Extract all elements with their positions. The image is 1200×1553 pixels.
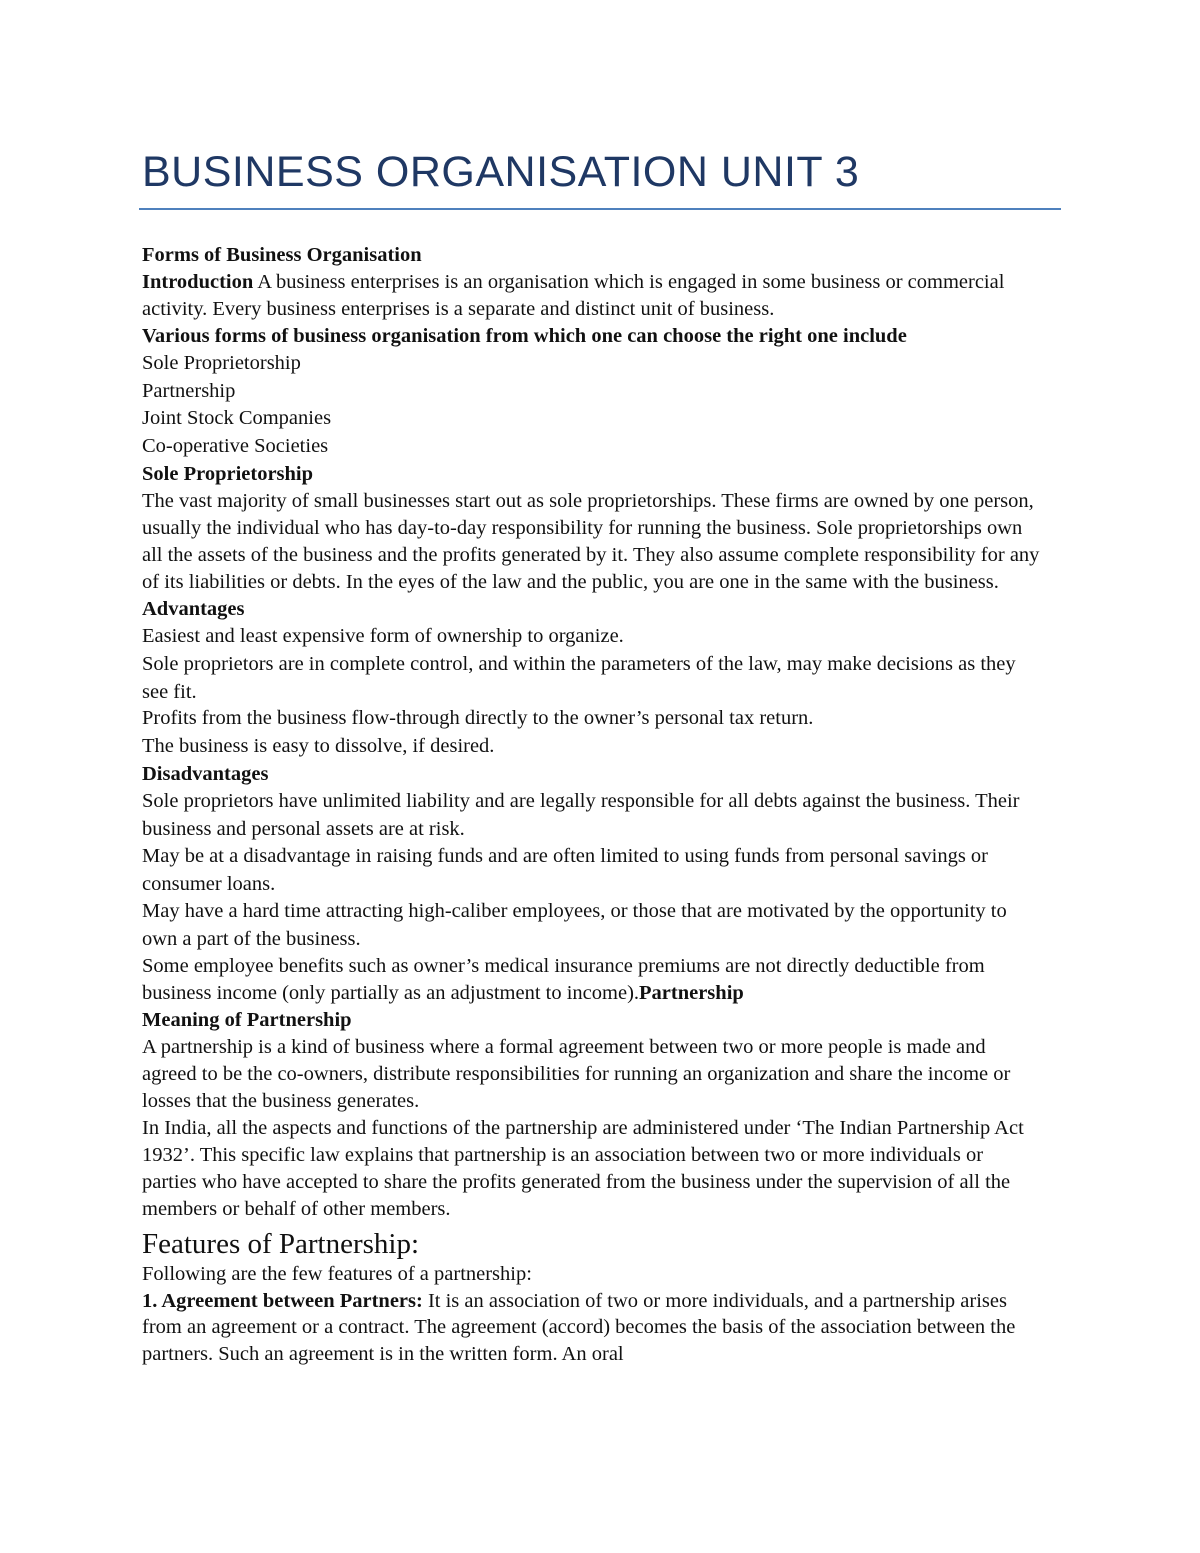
india-paragraph: In India, all the aspects and functions of the partnership are administered under ‘The Indian Partnership Act 1932’. This specific law explains that partnership is an association between two or more individuals or parties who have accepted to share the profits generated from the business under the supervision of all the members or behalf of other members.	[142, 1117, 1024, 1220]
title-underline	[139, 208, 1061, 210]
sole-proprietorship-paragraph: The vast majority of small businesses start out as sole proprietorships. These firms are owned by one person, usually the individual who has day-to-day responsibility for running the business. Sole proprietorships own all the assets of the business and the profits generated by it. They also assume complete responsibility for any of its liabilities or debts. In the eyes of the law and the public, you are one in the same with the business.	[142, 490, 1040, 593]
partnership-label: Partnership	[639, 982, 744, 1005]
list-item-text: Some employee benefits such as owner’s medical insurance premiums are not directly deductible from business income (only partially as an adjustment to income).	[142, 954, 985, 1005]
intro-paragraph	[142, 269, 1042, 323]
list-item-text: Partnership	[142, 379, 236, 402]
list-item-text: Joint Stock Companies	[142, 407, 332, 430]
list-item	[142, 733, 1042, 761]
intro-label: Introduction	[142, 270, 254, 293]
list-item-text: Sole proprietors are in complete control, and within the parameters of the law, may make decisions as they see fit.	[142, 652, 1016, 703]
meaning-paragraph: A partnership is a kind of business where a formal agreement between two or more people is made and agreed to be the co-owners, distribute responsibilities for running an organization and share the income or losses that the business generates.	[142, 1036, 1011, 1113]
list-item-text: Sole Proprietorship	[142, 351, 301, 374]
features-intro: Following are the few features of a partnership:	[142, 1262, 532, 1285]
various-forms-heading: Various forms of business organisation from which one can choose the right one include	[142, 324, 907, 347]
list-item	[142, 405, 1042, 433]
forms-heading: Forms of Business Organisation	[142, 244, 422, 266]
list-item-text: Sole proprietors have unlimited liability and are legally responsible for all debts against the business. Their business and personal assets are at risk.	[142, 790, 1020, 841]
list-item-text: Easiest and least expensive form of ownership to organize.	[142, 624, 624, 647]
document-body	[142, 242, 1042, 1368]
list-item	[142, 788, 1042, 843]
document-title: BUSINESS ORGANISATION UNIT 3	[142, 148, 860, 196]
intro-text: A business enterprises is an organisation which is engaged in some business or commercial activity. Every business enterprises is a separate and distinct unit of business.	[142, 270, 1005, 320]
disadvantages-heading: Disadvantages	[142, 763, 269, 786]
features-heading: Features of Partnership:	[142, 1227, 420, 1260]
list-item-text: Co-operative Societies	[142, 435, 329, 458]
advantages-heading: Advantages	[142, 597, 245, 620]
list-item-text: The business is easy to dissolve, if desired.	[142, 735, 495, 758]
feature-1-paragraph	[142, 1288, 1042, 1369]
list-item	[142, 350, 1042, 378]
list-item	[142, 705, 1042, 733]
meaning-heading: Meaning of Partnership	[142, 1009, 352, 1032]
feature-1-label: 1. Agreement between Partners:	[142, 1289, 423, 1312]
feature-1-text: It is an association of two or more individuals, and a partnership arises from an agreement or a contract. The agreement (accord) becomes the basis of the association between the partners. Such an agreement is in the written form. An oral	[142, 1289, 1016, 1366]
list-item	[142, 378, 1042, 406]
list-item-text: May be at a disadvantage in raising funds and are often limited to using funds from personal savings or consumer loans.	[142, 844, 988, 895]
list-item	[142, 651, 1042, 706]
list-item-text: May have a hard time attracting high-caliber employees, or those that are motivated by the opportunity to own a part of the business.	[142, 899, 1007, 950]
list-item-text: Profits from the business flow-through directly to the owner’s personal tax return.	[142, 707, 814, 730]
list-item	[142, 898, 1042, 953]
list-item	[142, 623, 1042, 651]
list-item	[142, 953, 1042, 1008]
list-item	[142, 433, 1042, 461]
list-item	[142, 843, 1042, 898]
sole-proprietorship-heading: Sole Proprietorship	[142, 463, 314, 486]
